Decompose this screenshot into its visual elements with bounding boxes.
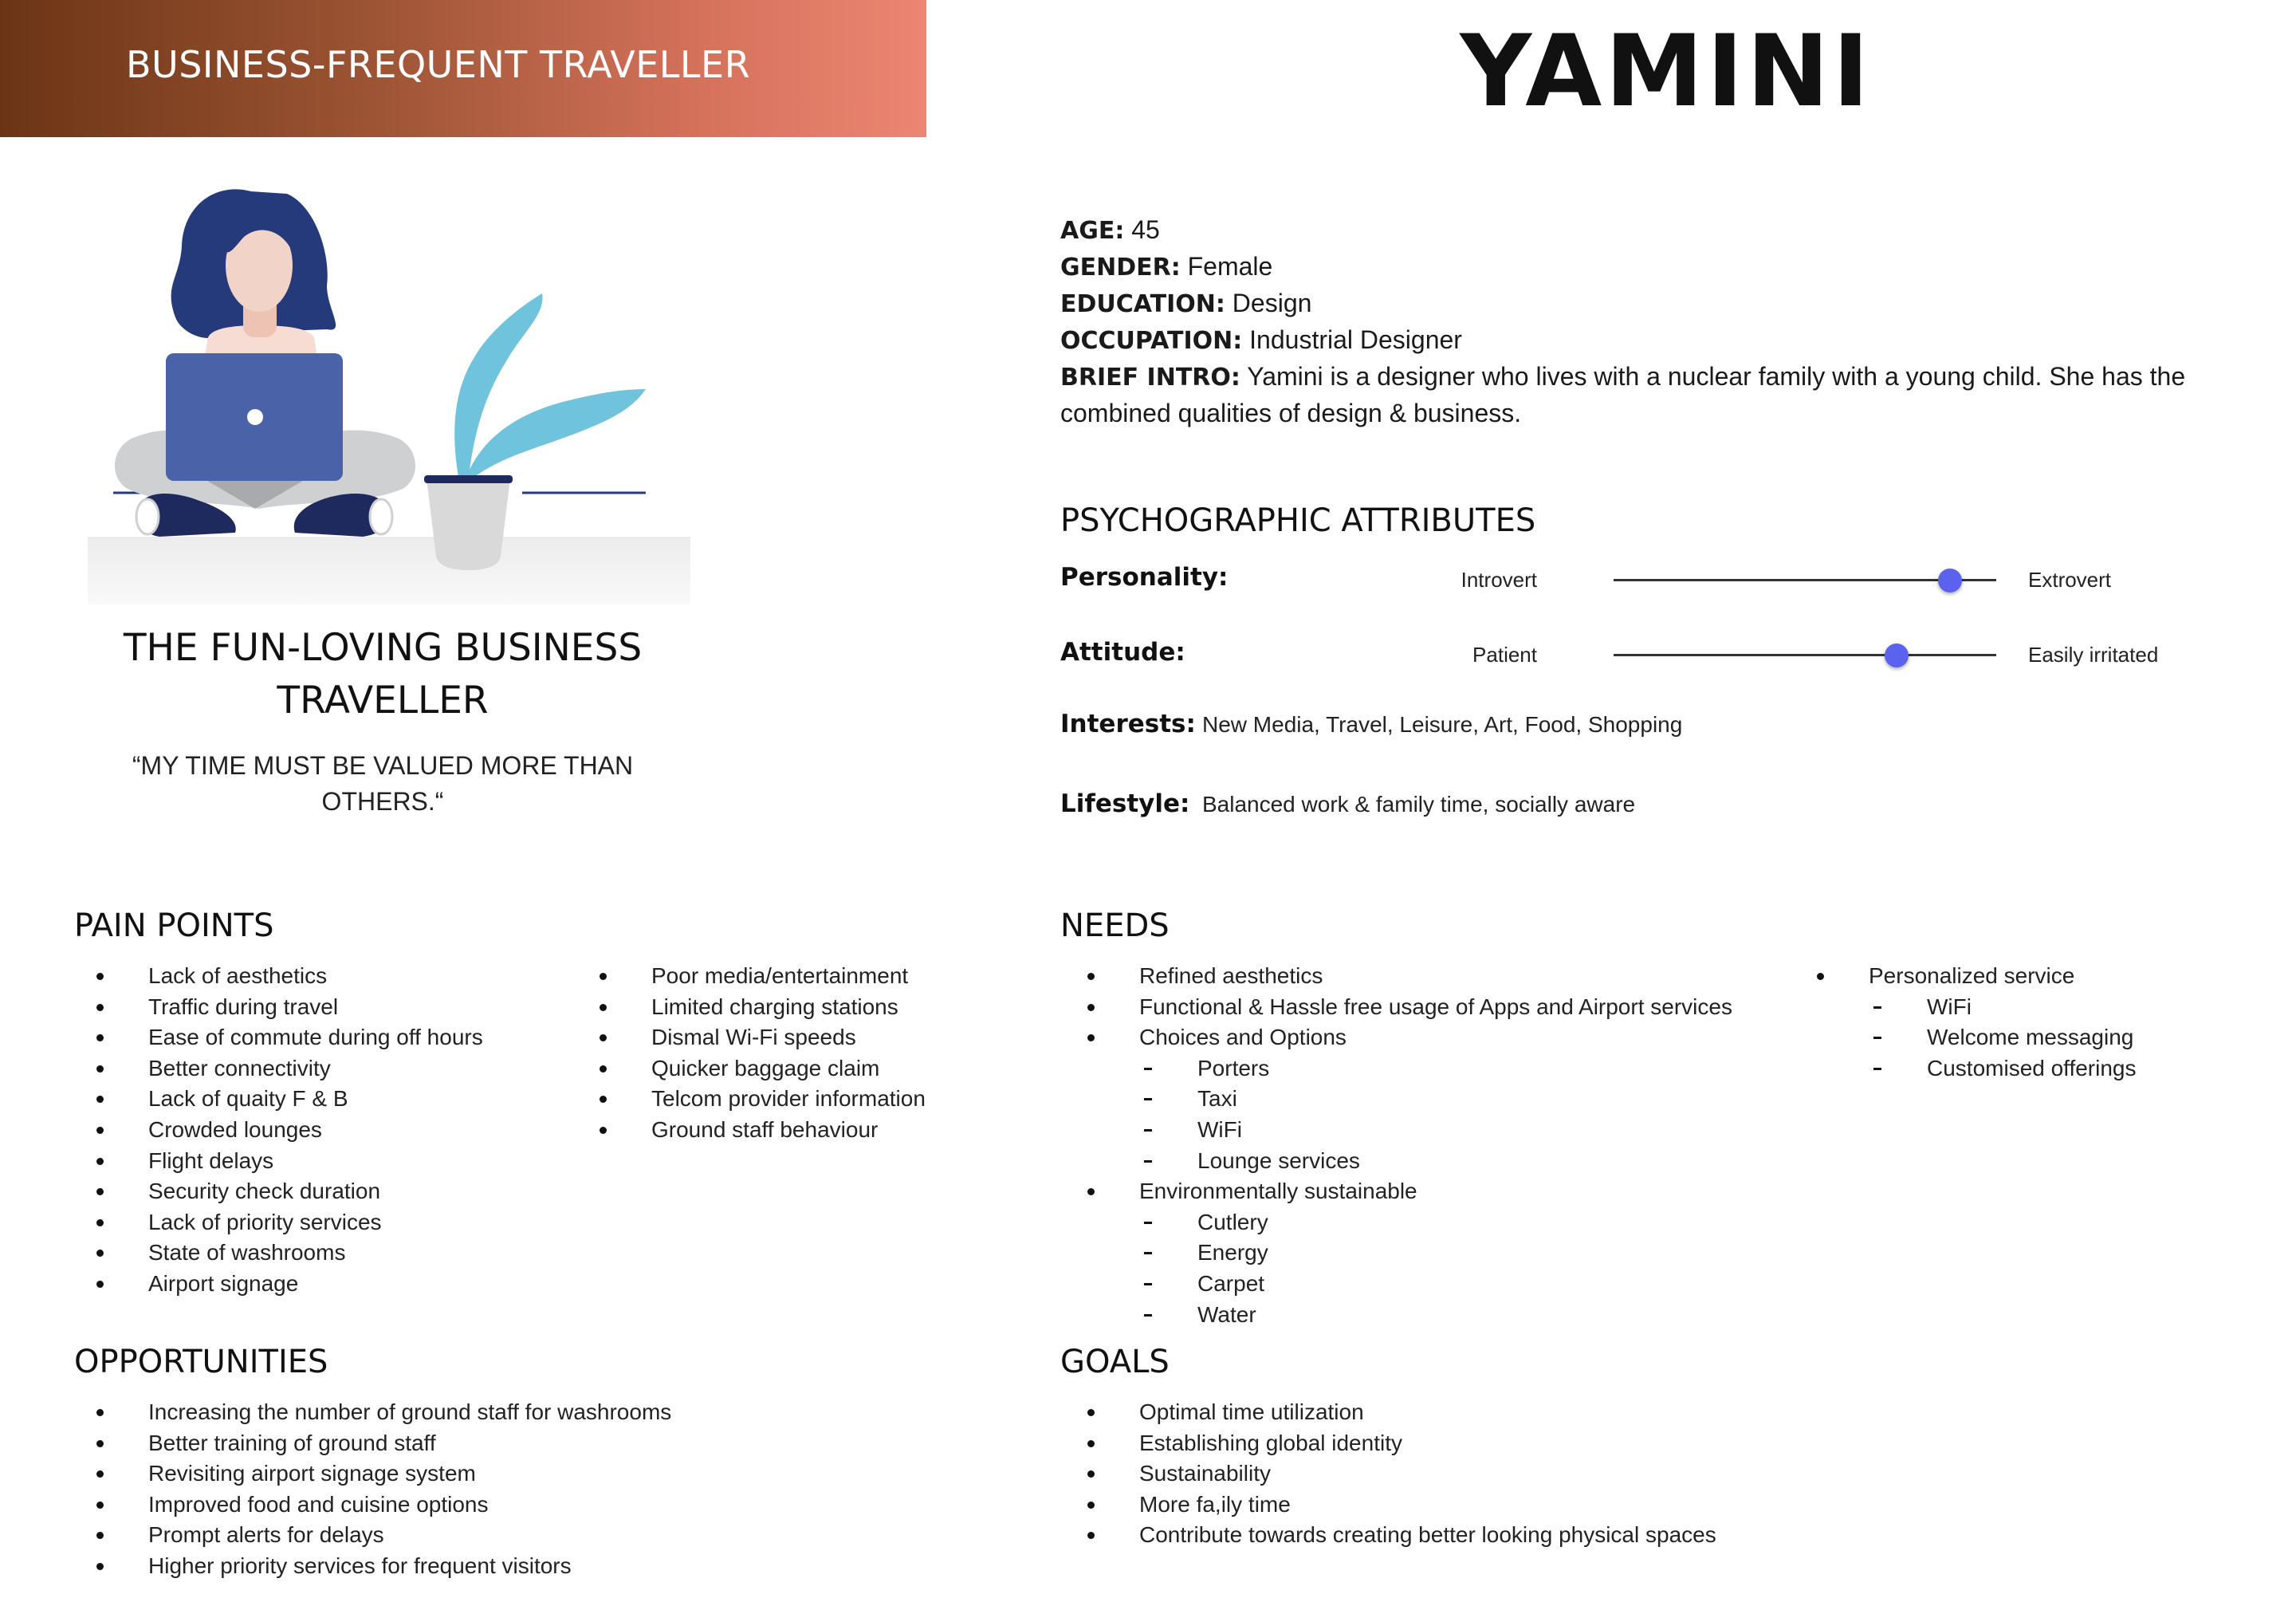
interests-value: New Media, Travel, Leisure, Art, Food, Shopping (1202, 712, 1683, 737)
dash-bullet-icon (1144, 1068, 1152, 1070)
list-item (1082, 1520, 1720, 1551)
list-item-text: Lack of quaity F & B (148, 1086, 348, 1112)
sub-list-item (1082, 1300, 1732, 1331)
sub-list-item (1082, 1269, 1732, 1300)
opportunities-list (91, 1397, 671, 1582)
bullet-icon (1087, 1502, 1095, 1509)
list-item-text: Sustainability (1139, 1461, 1271, 1486)
bullet-icon (600, 973, 607, 980)
lifestyle-value: Balanced work & family time, socially aware (1202, 792, 1636, 817)
lifestyle-label: Lifestyle: (1060, 789, 1190, 818)
bullet-icon (1087, 1409, 1095, 1416)
list-item-text: Personalized service (1869, 963, 2075, 988)
list-item (91, 1084, 483, 1115)
opportunities-title: OPPORTUNITIES (74, 1344, 328, 1380)
dash-bullet-icon (1144, 1314, 1152, 1317)
plant-leaf-right (466, 389, 646, 477)
list-item-text: Quicker baggage claim (651, 1055, 880, 1080)
bullet-icon (1087, 1470, 1095, 1478)
persona-quote: “MY TIME MUST BE VALUED MORE THAN OTHERS.“ (132, 751, 634, 816)
pain-points-list-2 (594, 961, 926, 1146)
dash-bullet-icon (1144, 1222, 1152, 1224)
list-item (91, 1428, 671, 1459)
dash-bullet-icon (1873, 1068, 1881, 1070)
sub-list-item (1082, 1084, 1732, 1115)
list-item (91, 1207, 483, 1238)
intro-label: BRIEF INTRO: (1060, 364, 1240, 392)
list-item (594, 961, 926, 992)
persona-tagline: THE FUN-LOVING BUSINESS TRAVELLER (123, 626, 643, 722)
attitude-slider-handle (1885, 644, 1909, 667)
bullet-icon (600, 1096, 607, 1103)
list-item-text: Taxi (1197, 1086, 1237, 1112)
list-item-text: State of washrooms (148, 1240, 346, 1265)
list-item-text: Water (1197, 1301, 1256, 1327)
education-label: EDUCATION: (1060, 290, 1225, 318)
list-item (1811, 961, 2137, 992)
list-item-text: Higher priority services for frequent visitors (148, 1553, 572, 1578)
list-item-text: Ease of commute during off hours (148, 1025, 483, 1050)
personality-right-label: Extrovert (2028, 568, 2112, 592)
list-item-text: Better training of ground staff (148, 1430, 436, 1455)
list-item-text: Ground staff behaviour (651, 1116, 879, 1142)
plant-pot-rim (424, 475, 513, 483)
needs-list (1082, 961, 1732, 1330)
bullet-icon (96, 973, 104, 980)
list-item (91, 1458, 671, 1490)
gender-value: Female (1187, 252, 1273, 281)
dash-bullet-icon (1144, 1252, 1152, 1254)
dash-bullet-icon (1873, 1037, 1881, 1039)
bullet-icon (96, 1470, 104, 1478)
dash-bullet-icon (1144, 1098, 1152, 1100)
list-item-text: Cutlery (1197, 1209, 1268, 1234)
laptop-logo (247, 409, 263, 425)
list-item (1082, 1397, 1720, 1428)
list-item-text: Improved food and cuisine options (148, 1491, 489, 1517)
list-item (1082, 1490, 1720, 1521)
list-item-text: Lack of priority services (148, 1209, 382, 1234)
age-row (1060, 212, 2216, 249)
bullet-icon (1087, 1532, 1095, 1539)
gender-row (1060, 249, 2216, 285)
list-item (91, 1115, 483, 1146)
bullet-icon (96, 1440, 104, 1447)
list-item-text: Contribute towards creating better looking physical spaces (1139, 1522, 1716, 1548)
list-item (1082, 961, 1732, 992)
persona-name: YAMINI (1460, 14, 1873, 129)
dash-bullet-icon (1144, 1160, 1152, 1163)
list-item-text: Establishing global identity (1139, 1430, 1402, 1455)
psychographic-title: PSYCHOGRAPHIC ATTRIBUTES (1060, 502, 1536, 539)
goals-list (1082, 1397, 1720, 1551)
plant-icon (427, 478, 510, 570)
bullet-icon (1087, 973, 1095, 980)
left-shoe-sole (136, 499, 159, 534)
list-item (594, 992, 926, 1023)
list-item-text: Environmentally sustainable (1139, 1179, 1417, 1204)
list-item (91, 1551, 671, 1582)
pain-points-list-1 (91, 961, 483, 1300)
dash-bullet-icon (1144, 1283, 1152, 1285)
bullet-icon (96, 1127, 104, 1134)
bullet-icon (1087, 1004, 1095, 1011)
bullet-icon (600, 1004, 607, 1011)
list-item-text: Refined aesthetics (1139, 963, 1323, 988)
persona-info (1060, 212, 2216, 431)
list-item (91, 1269, 483, 1300)
list-item-text: Lounge services (1197, 1147, 1360, 1173)
attitude-label: Attitude: (1060, 638, 1185, 667)
list-item (91, 1022, 483, 1053)
list-item-text: More fa,ily time (1139, 1491, 1291, 1517)
attitude-slider-track (1614, 654, 1996, 656)
list-item-text: WiFi (1197, 1116, 1242, 1142)
list-item (91, 1176, 483, 1207)
list-item-text: Flight delays (148, 1147, 274, 1173)
occupation-row (1060, 322, 2216, 359)
needs-list-2 (1811, 961, 2137, 1084)
bullet-icon (96, 1004, 104, 1011)
sub-list-item (1082, 1207, 1732, 1238)
dash-bullet-icon (1144, 1129, 1152, 1132)
personality-left-label: Introvert (1461, 568, 1537, 592)
occupation-value: Industrial Designer (1249, 325, 1462, 354)
list-item (91, 992, 483, 1023)
bullet-icon (1087, 1034, 1095, 1041)
list-item-text: Carpet (1197, 1270, 1265, 1296)
list-item (91, 1238, 483, 1269)
gender-label: GENDER: (1060, 254, 1181, 281)
list-item (594, 1053, 926, 1084)
goals-title: GOALS (1060, 1344, 1170, 1380)
personality-slider-handle (1938, 569, 1962, 592)
bullet-icon (96, 1034, 104, 1041)
list-item-text: Airport signage (148, 1270, 299, 1296)
list-item (91, 1397, 671, 1428)
list-item-text: Porters (1197, 1055, 1270, 1080)
pain-points-title: PAIN POINTS (74, 907, 274, 944)
floor-shape (88, 537, 690, 604)
list-item (1082, 1022, 1732, 1053)
list-item-text: Functional & Hassle free usage of Apps and Airport services (1139, 994, 1732, 1019)
bullet-icon (96, 1065, 104, 1073)
sub-list-item (1082, 1115, 1732, 1146)
bullet-icon (96, 1158, 104, 1165)
list-item-text: Energy (1197, 1240, 1268, 1265)
list-item-text: Crowded lounges (148, 1116, 322, 1142)
sub-list-item (1811, 1022, 2137, 1053)
sub-list-item (1082, 1146, 1732, 1177)
needs-title: NEEDS (1060, 907, 1170, 944)
list-item-text: Customised offerings (1927, 1055, 2137, 1080)
list-item (1082, 1458, 1720, 1490)
list-item (91, 961, 483, 992)
bullet-icon (600, 1034, 607, 1041)
list-item (594, 1084, 926, 1115)
list-item (594, 1022, 926, 1053)
list-item (91, 1053, 483, 1084)
bullet-icon (96, 1250, 104, 1257)
attitude-left-label: Patient (1472, 643, 1537, 667)
category-label: BUSINESS-FREQUENT TRAVELLER (126, 43, 751, 86)
bullet-icon (600, 1065, 607, 1073)
intro-value: Yamini is a designer who lives with a nuclear family with a young child. She has the combined qualities of design & business. (1060, 362, 2186, 427)
age-value: 45 (1131, 215, 1160, 244)
list-item-text: Poor media/entertainment (651, 963, 909, 988)
sub-list-item (1811, 1053, 2137, 1084)
bullet-icon (96, 1096, 104, 1103)
list-item-text: Revisiting airport signage system (148, 1461, 476, 1486)
bullet-icon (96, 1532, 104, 1539)
sub-list-item (1082, 1238, 1732, 1269)
intro-row (1060, 359, 2216, 431)
dash-bullet-icon (1873, 1006, 1881, 1009)
list-item (91, 1146, 483, 1177)
list-item-text: Prompt alerts for delays (148, 1522, 384, 1548)
list-item (1082, 1428, 1720, 1459)
bullet-icon (96, 1563, 104, 1570)
list-item-text: Welcome messaging (1927, 1025, 2134, 1050)
education-value: Design (1232, 289, 1312, 317)
list-item-text: WiFi (1927, 994, 1972, 1019)
occupation-label: OCCUPATION: (1060, 327, 1243, 355)
bullet-icon (96, 1409, 104, 1416)
list-item-text: Optimal time utilization (1139, 1399, 1364, 1424)
list-item (91, 1490, 671, 1521)
bullet-icon (96, 1281, 104, 1288)
personality-label: Personality: (1060, 563, 1229, 592)
interests-label: Interests: (1060, 710, 1196, 738)
list-item-text: Choices and Options (1139, 1025, 1347, 1050)
list-item-text: Traffic during travel (148, 994, 339, 1019)
list-item-text: Dismal Wi-Fi speeds (651, 1025, 856, 1050)
list-item-text: Limited charging stations (651, 994, 898, 1019)
age-label: AGE: (1060, 217, 1125, 245)
list-item (1082, 1176, 1732, 1207)
education-row (1060, 285, 2216, 322)
list-item-text: Lack of aesthetics (148, 963, 328, 988)
woman-with-laptop-illustration (88, 174, 690, 604)
list-item-text: Security check duration (148, 1179, 381, 1204)
attitude-right-label: Easily irritated (2028, 643, 2159, 667)
bullet-icon (1087, 1188, 1095, 1195)
list-item-text: Telcom provider information (651, 1086, 926, 1112)
list-item-text: Increasing the number of ground staff for washrooms (148, 1399, 672, 1424)
bullet-icon (96, 1502, 104, 1509)
bullet-icon (96, 1219, 104, 1226)
bullet-icon (600, 1127, 607, 1134)
right-shoe-sole (370, 499, 392, 534)
bullet-icon (1817, 973, 1824, 980)
bullet-icon (1087, 1440, 1095, 1447)
sub-list-item (1082, 1053, 1732, 1084)
list-item (594, 1115, 926, 1146)
sub-list-item (1811, 992, 2137, 1023)
list-item (1082, 992, 1732, 1023)
list-item-text: Better connectivity (148, 1055, 331, 1080)
bullet-icon (96, 1188, 104, 1195)
list-item (91, 1520, 671, 1551)
